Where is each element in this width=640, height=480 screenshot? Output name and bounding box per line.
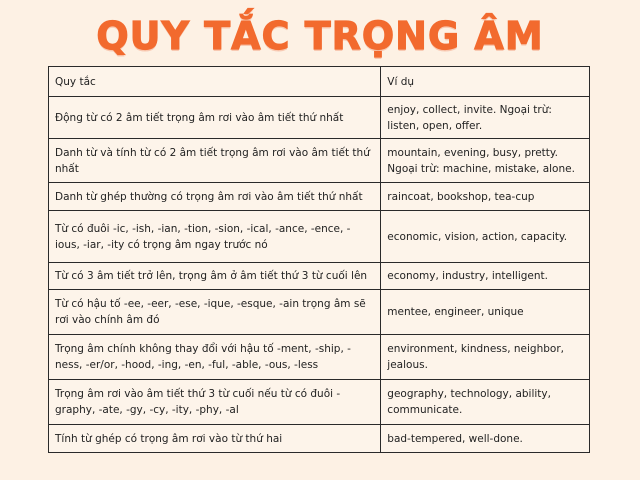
table-row bbox=[49, 335, 590, 380]
table-row bbox=[49, 139, 590, 183]
table-header-row bbox=[49, 67, 590, 97]
rule-cell: Trọng âm rơi vào âm tiết thứ 3 từ cuối nếu từ có đuôi -graphy, -ate, -gy, -cy, -ity, -phy, -al bbox=[49, 380, 381, 425]
rule-cell: Từ có 3 âm tiết trở lên, trọng âm ở âm tiết thứ 3 từ cuối lên bbox=[49, 263, 381, 290]
rule-cell: Trọng âm chính không thay đổi với hậu tố -ment, -ship, -ness, -er/or, -hood, -ing, -en, -ful, -able, -ous, -less bbox=[49, 335, 381, 380]
example-cell: mountain, evening, busy, pretty. Ngoại trừ: machine, mistake, alone. bbox=[381, 139, 590, 183]
table-row bbox=[49, 290, 590, 335]
rule-cell: Động từ có 2 âm tiết trọng âm rơi vào âm tiết thứ nhất bbox=[49, 97, 381, 139]
column-header-example: Ví dụ bbox=[381, 67, 590, 97]
example-cell: economic, vision, action, capacity. bbox=[381, 211, 590, 263]
example-cell: environment, kindness, neighbor, jealous. bbox=[381, 335, 590, 380]
rule-cell: Danh từ ghép thường có trọng âm rơi vào âm tiết thứ nhất bbox=[49, 183, 381, 211]
table-row bbox=[49, 211, 590, 263]
table-row bbox=[49, 380, 590, 425]
rule-cell: Danh từ và tính từ có 2 âm tiết trọng âm rơi vào âm tiết thứ nhất bbox=[49, 139, 381, 183]
table-row bbox=[49, 263, 590, 290]
example-cell: economy, industry, intelligent. bbox=[381, 263, 590, 290]
example-cell: raincoat, bookshop, tea-cup bbox=[381, 183, 590, 211]
column-header-rule: Quy tắc bbox=[49, 67, 381, 97]
example-cell: mentee, engineer, unique bbox=[381, 290, 590, 335]
stress-rules-table bbox=[48, 66, 590, 453]
table-row bbox=[49, 425, 590, 453]
rule-cell: Từ có hậu tố -ee, -eer, -ese, -ique, -esque, -ain trọng âm sẽ rơi vào chính âm đó bbox=[49, 290, 381, 335]
page-title: QUY TẮC TRỌNG ÂM bbox=[96, 14, 544, 58]
table-row bbox=[49, 97, 590, 139]
rule-cell: Tính từ ghép có trọng âm rơi vào từ thứ hai bbox=[49, 425, 381, 453]
example-cell: bad-tempered, well-done. bbox=[381, 425, 590, 453]
table-row bbox=[49, 183, 590, 211]
example-cell: geography, technology, ability, communicate. bbox=[381, 380, 590, 425]
rule-cell: Từ có đuôi -ic, -ish, -ian, -tion, -sion, -ical, -ance, -ence, -ious, -iar, -ity có trọng âm ngay trước nó bbox=[49, 211, 381, 263]
example-cell: enjoy, collect, invite. Ngoại trừ: listen, open, offer. bbox=[381, 97, 590, 139]
